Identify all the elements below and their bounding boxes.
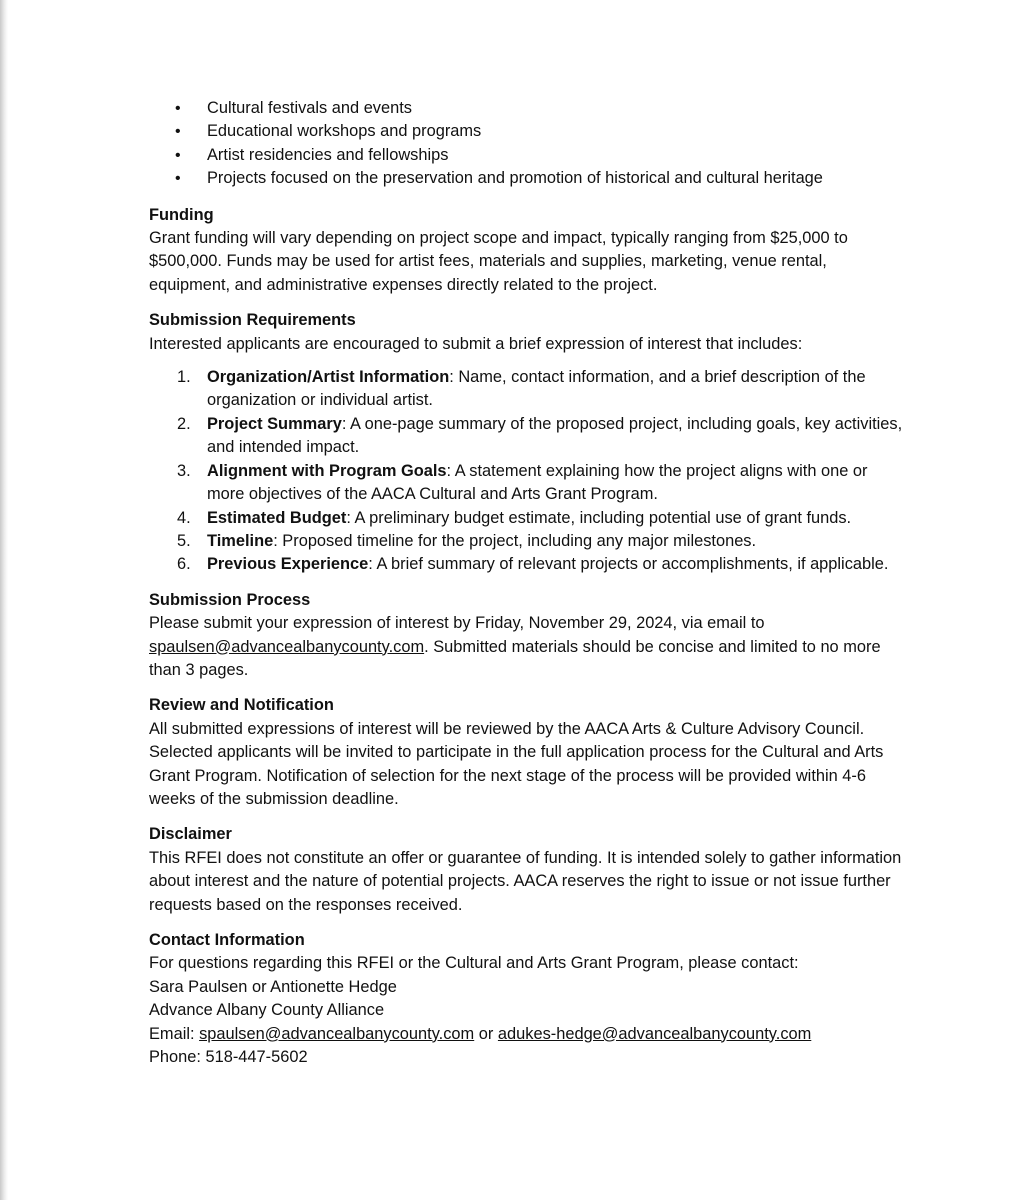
requirement-text: : Name, contact information, and a brief description of the organization or individual artist. xyxy=(207,368,866,410)
funding-heading: Funding xyxy=(149,205,214,224)
requirement-item xyxy=(149,366,909,413)
contact-intro: For questions regarding this RFEI or the Cultural and Arts Grant Program, please contact: xyxy=(149,954,799,973)
submission-process-text-end: . Submitted materials should be concise and limited to no more than 3 pages. xyxy=(149,637,881,679)
contact-section xyxy=(149,929,909,1069)
submission-process-heading: Submission Process xyxy=(149,590,311,609)
funding-body: Grant funding will vary depending on project scope and impact, typically ranging from $25,000 to $500,000. Funds may be used for artist fees, materials and supplies, marketing, venue rental, equipment, and administrative expenses directly related to the project. xyxy=(149,229,848,294)
contact-email-link-1[interactable]: spaulsen@advancealbanycounty.com xyxy=(199,1024,475,1043)
submission-process-text: Please submit your expression of interest by Friday, November 29, 2024, via email to xyxy=(149,614,765,633)
review-body: All submitted expressions of interest will be reviewed by the AACA Arts & Culture Advisory Council. Selected applicants will be invited to participate in the full application process for the Cultural and Arts Grant Program. Notification of selection for the next stage of the process will be provided within 4-6 weeks of the submission deadline. xyxy=(149,719,884,808)
submission-process-section xyxy=(149,589,909,683)
contact-email-link-2[interactable]: adukes-hedge@advancealbanycounty.com xyxy=(497,1024,812,1043)
requirement-title: Previous Experience xyxy=(207,555,369,574)
submission-requirements-heading: Submission Requirements xyxy=(149,311,356,330)
requirement-item xyxy=(149,530,909,553)
requirement-text: : A brief summary of relevant projects or accomplishments, if applicable. xyxy=(368,555,889,574)
requirement-item xyxy=(149,507,909,530)
requirement-text: : A statement explaining how the project aligns with one or more objectives of the AACA Cultural and Arts Grant Program. xyxy=(207,461,868,504)
requirement-text: : Proposed timeline for the project, including any major milestones. xyxy=(273,531,757,550)
requirement-number: 2. xyxy=(177,414,191,433)
submission-requirements-intro: Interested applicants are encouraged to submit a brief expression of interest that includes: xyxy=(149,334,803,353)
requirement-title: Timeline xyxy=(207,531,274,550)
contact-organization: Advance Albany County Alliance xyxy=(149,1001,385,1020)
contact-phone: Phone: 518-447-5602 xyxy=(149,1048,308,1067)
disclaimer-heading: Disclaimer xyxy=(149,825,232,844)
requirement-number: 3. xyxy=(177,461,191,480)
requirement-text: : A one-page summary of the proposed project, including goals, key activities, and intended impact. xyxy=(207,414,903,457)
review-heading: Review and Notification xyxy=(149,696,334,715)
submission-process-body xyxy=(149,612,909,682)
project-types-list xyxy=(149,97,909,191)
email-separator: or xyxy=(474,1024,498,1043)
requirement-item xyxy=(149,413,909,460)
requirement-text: : A preliminary budget estimate, including potential use of grant funds. xyxy=(346,508,852,527)
requirement-number: 6. xyxy=(177,555,191,574)
submission-email-link[interactable]: spaulsen@advancealbanycounty.com xyxy=(149,637,425,656)
list-item: • Projects focused on the preservation and promotion of historical and cultural heritage xyxy=(149,167,909,190)
requirement-title: Estimated Budget xyxy=(207,508,347,527)
requirement-title: Project Summary xyxy=(207,414,342,433)
submission-requirements-section xyxy=(149,309,909,356)
requirements-list xyxy=(149,366,909,577)
requirement-item xyxy=(149,553,909,576)
funding-section xyxy=(149,204,909,298)
requirement-number: 5. xyxy=(177,531,191,550)
contact-heading: Contact Information xyxy=(149,931,305,949)
list-item: • Artist residencies and fellowships xyxy=(149,144,909,167)
contact-email-line xyxy=(149,1023,909,1046)
list-item: • Educational workshops and programs xyxy=(149,120,909,143)
contact-names: Sara Paulsen or Antionette Hedge xyxy=(149,977,397,996)
requirement-item xyxy=(149,460,909,507)
review-section xyxy=(149,694,909,811)
requirement-number: 4. xyxy=(177,508,191,527)
disclaimer-body: This RFEI does not constitute an offer or guarantee of funding. It is intended solely to gather information about interest and the nature of potential projects. AACA reserves the right to issue or not issue further requests based on the responses received. xyxy=(149,848,902,914)
document-body xyxy=(149,97,909,1081)
email-label: Email: xyxy=(149,1024,200,1043)
requirement-title: Organization/Artist Information xyxy=(207,368,450,387)
list-item: • Cultural festivals and events xyxy=(149,97,909,120)
page-edge-shadow xyxy=(0,0,8,1200)
requirement-number: 1. xyxy=(177,368,191,387)
requirement-title: Alignment with Program Goals xyxy=(207,461,447,480)
disclaimer-section xyxy=(149,823,909,917)
